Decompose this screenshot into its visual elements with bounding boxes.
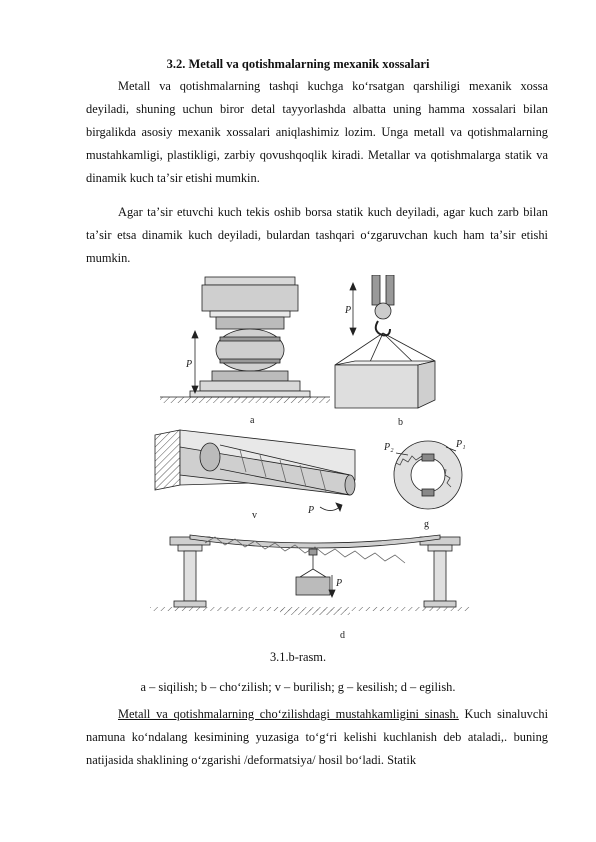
paragraph-1 xyxy=(86,75,548,190)
force-label-p1: P₁ xyxy=(456,439,466,450)
diagram-tension xyxy=(335,275,435,408)
force-label-b: P xyxy=(345,305,352,316)
force-label-p2: P₂ xyxy=(384,442,394,453)
paragraph-3-underlined: Metall va qotishmalarning choʻzilishdagi mustahkamligini sinash. xyxy=(118,707,459,721)
diagram-shear xyxy=(383,439,466,509)
paragraph-2-text: Agar taʼsir etuvchi kuch tekis oshib borsa statik kuch deyiladi, agar kuch zarb bilan taʼsir etsa dinamik kuch deyiladi, bulardan tashqari oʻzgaruvchan kuch ham taʼsir etishi mumkin. xyxy=(86,205,548,265)
label-a: a xyxy=(250,415,255,426)
label-g: g xyxy=(424,519,429,530)
paragraph-1-text: Metall va qotishmalarning tashqi kuchga koʻrsatgan qarshiligi mexanik xossa deyiladi, shuning uchun biror detal tayyorlashda albatta uning hamma xossalari bilan birgalikda asosiy mexanik xossalari aniqlashimiz lozim. Unga metall va qotishmalarning mustahkamligi, plastikligi, zarbiy qovushqoqlik kiradi. Metallar va qotishmalarga statik va dinamik kuch taʼsir etishi mumkin. xyxy=(86,79,548,185)
diagram-torsion xyxy=(155,430,355,516)
label-b: b xyxy=(398,417,403,428)
diagram-compression xyxy=(160,277,330,403)
paragraph-3-text: Kuch sinaluvchi namuna koʻndalang kesimining yuzasiga toʻgʻri kelishi kuchlanish deb ataladi,. buning natijasida shaklining oʻzgarishi /deformatsiya/ hosil boʻladi. Statik xyxy=(86,707,549,767)
section-title: 3.2. Metall va qotishmalarning mexanik xossalari xyxy=(166,57,430,71)
force-label-d: P xyxy=(336,578,343,589)
diagram-bending xyxy=(150,535,470,615)
figure-caption-title: 3.1.b-rasm. xyxy=(269,650,327,664)
label-d: d xyxy=(340,630,345,640)
paragraph-3 xyxy=(86,703,548,772)
figure-illustration xyxy=(150,275,470,640)
paragraph-2 xyxy=(86,201,548,270)
label-v: v xyxy=(252,510,257,521)
force-label-a: P xyxy=(186,359,193,370)
force-label-v: P xyxy=(308,505,315,516)
figure-caption-legend: a – siqilish; b – choʻzilish; v – burilish; g – kesilish; d – egilish. xyxy=(140,680,456,694)
